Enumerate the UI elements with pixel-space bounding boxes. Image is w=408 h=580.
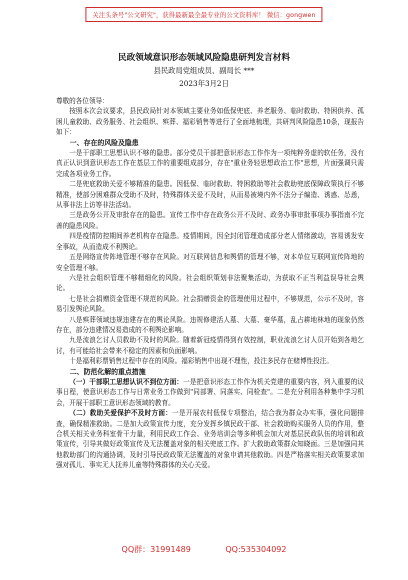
risk-item: 八是殡葬领域违规违建存在的舆论风险。违规修建活人墓、大墓、豪华墓，乱占耕地林地的现象仍然存在，部分违建情况易造成的不利舆论影响。: [56, 315, 364, 334]
risk-item: 五是网络宣传阵地管理不够存在风险。对互联网信息和舆情的管理不够，对本单位互联网宣传阵地的安全管理不够。: [56, 253, 364, 272]
contact-footer: [0, 544, 408, 555]
measure-lead: （二）救助关爱保护不及时方面：: [69, 409, 173, 418]
measure-paragraph: [56, 377, 364, 408]
risk-item: 四是疫情防控期间养老机构存在隐患。疫情期间，因全封闭管理造成部分老人情绪激动，容易诱发安全事故，从而造成不利舆论。: [56, 232, 364, 251]
doc-author: 县民政局党组成员、副局长 ***: [153, 66, 255, 75]
risk-item: 九是流浪乞讨人员救助不及时的风险。随着新冠疫情得到有效控制，职业流浪乞讨人员开始到各地乞讨，有可能给社会带来不稳定的因素和负面影响。: [56, 336, 364, 355]
doc-title: 民政领域意识形态领域风险隐患研判发言材料: [118, 53, 290, 63]
section-heading: 一、存在的风险及隐患: [69, 138, 139, 147]
measure-lead: （一）干部职工思想认识不到位方面：: [69, 377, 184, 386]
risk-item: 三是政务公开及审批存在的隐患。宣传工作中存在政务公开不及时、政务办事审批事项办事指南不完善的隐患风险。: [56, 211, 364, 230]
measure-text: 一是开展农村低保专项整治，结合我为群众办实事，强化问题排查，确保精准救助。二是加大政策宣传力度，充分发挥乡镇民政干部、社会救助购买服务人员的作用，整合机关相关业务科室骨干力量，利用民政工作会、业务培训会等多种机会加大对基层民政队伍的培训和政策宣传，引导其做好政策宣传及无法覆盖对象的相关兜底工作。扩大救助政策群众知晓面。三是加强同其他救助部门的沟通协调，及时引导民政政策无法覆盖的对象申请其他救助。四是严格落实相关政策要求加强对孤儿、事实无人抚养儿童等特殊群体的关心关爱。: [56, 409, 365, 470]
risk-item: 十是福利彩票销售过程中存在的风险。福彩销售中出现不理性，投注多民存在赌博性投注。: [69, 357, 333, 366]
measure-text: 一是把意识形态工作作为机关党建的重要内容，列入重要的议事日程，使意识形态工作与日常业务工作做到"同部署、同落实、同检查"。二是充分利用各种集中学习机会，开展干部职工意识形态领域的教育。: [56, 377, 365, 407]
intro-paragraph: 按照本次会议要求，县民政局针对本领域主要业务如低保兜底、养老服务、临时救助、特困供养、孤困儿童救助、政务服务、社会组织、殡葬、福彩销售等进行了全面地梳理，共研判风险隐患10条，现报告如下：: [56, 107, 364, 137]
section-heading: 二、防范化解的重点措施: [69, 367, 146, 376]
doc-date: 2023年3月2日: [179, 79, 229, 88]
risk-item: 七是社会捐赠资金管理不规范的风险。社会捐赠资金的管理使用过程中，不够规范，公示不及时，容易引发舆论风险。: [56, 294, 364, 314]
qq-group: QQ群：31991489: [121, 545, 191, 554]
risk-item: 一是干部职工思想认识不够的隐患。部分党员干部把意识形态工作作为一项纯粹务虚的软任务，没有真正认识到意识形态工作在基层工作的重要组成部分，存在"重业务轻思想政治工作"思想，片面强调只需完成各项业务工作。: [56, 149, 364, 178]
measure-paragraph: [56, 408, 364, 470]
promo-banner: 关注头条号"公文研究"，获得最新最全最专业的公文资料库！ 微信：gongwen: [85, 7, 322, 22]
doc-body: [56, 96, 364, 471]
risk-item: 六是社会组织管理不够精细化的风险。社会组织策划非法聚集活动，为获取不正当利益误导社会舆论。: [56, 273, 364, 293]
salutation: 尊敬的各位领导：: [56, 97, 109, 105]
risk-item: 二是兜底救助关爱不够精准的隐患。因低保、临时救助、特困救助等社会救助兜底保障政策执行不够精准，使部分困难群众受助不及时，特殊群体关爱不及时，从而易被境内外不法分子编造、诱惑、怂恿，从事非法上访等非法活动。: [56, 180, 364, 210]
qq-number: QQ:535304092: [225, 545, 287, 554]
